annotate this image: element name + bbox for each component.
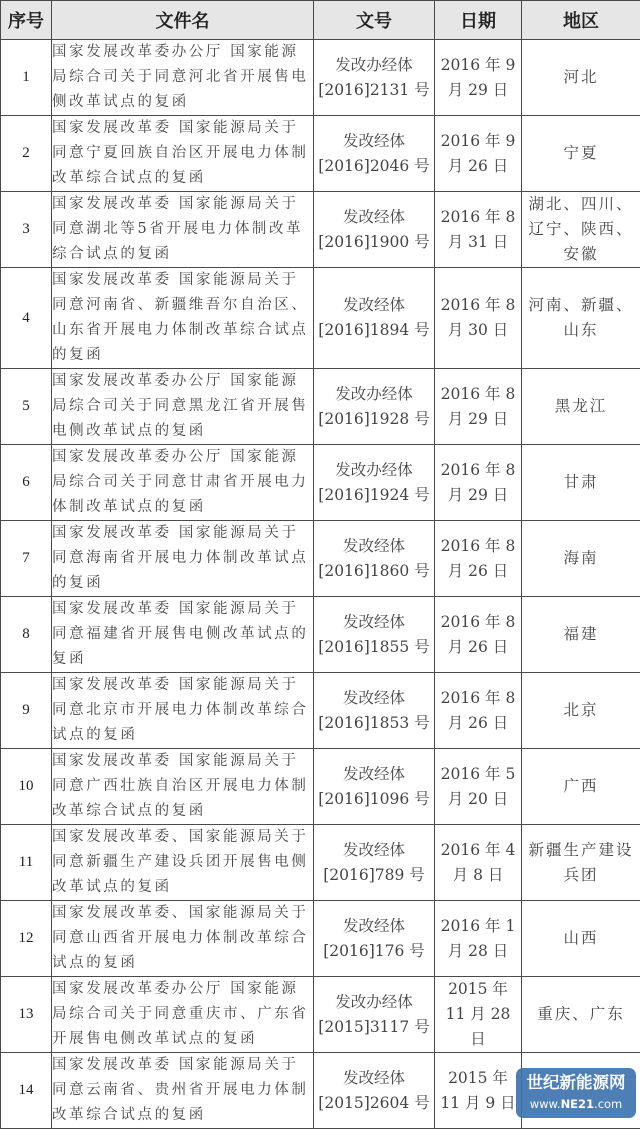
row-region: 宁夏 [522, 116, 640, 192]
date-line-1: 2015 年 [435, 1066, 521, 1091]
row-region: 甘肃 [522, 445, 640, 521]
row-index: 12 [1, 901, 52, 977]
row-file-name: 国家发展改革委 国家能源局关于同意福建省开展售电侧改革试点的复函 [52, 597, 314, 673]
row-index: 2 [1, 116, 52, 192]
date-line-1: 2015 年 [435, 977, 521, 1002]
watermark-url [516, 1095, 636, 1113]
column-header-document-number: 文号 [314, 1, 435, 40]
date-line-2: 月 26 日 [435, 154, 521, 179]
date-line-1: 2016 年 8 [435, 534, 521, 559]
row-date [435, 521, 522, 597]
row-document-number [314, 1053, 435, 1129]
document-number-code: [2016]1928 号 [314, 407, 434, 432]
date-line-1: 2016 年 4 [435, 838, 521, 863]
date-line-1: 2016 年 9 [435, 129, 521, 154]
row-date [435, 268, 522, 369]
row-date [435, 369, 522, 445]
row-index: 5 [1, 369, 52, 445]
document-number-prefix: 发改经体 [314, 129, 434, 154]
document-number-prefix: 发改经体 [314, 762, 434, 787]
document-number-prefix: 发改办经体 [314, 990, 434, 1015]
row-index: 9 [1, 673, 52, 749]
row-document-number [314, 116, 435, 192]
row-index: 13 [1, 977, 52, 1053]
table-row [1, 825, 640, 901]
row-date [435, 901, 522, 977]
document-number-code: [2016]2131 号 [314, 78, 434, 103]
row-index: 10 [1, 749, 52, 825]
row-document-number [314, 268, 435, 369]
row-date [435, 116, 522, 192]
row-document-number [314, 901, 435, 977]
date-line-2: 月 26 日 [435, 711, 521, 736]
row-region: 黑龙江 [522, 369, 640, 445]
column-header-file-name: 文件名 [52, 1, 314, 40]
row-file-name: 国家发展改革委、国家能源局关于同意新疆生产建设兵团开展售电侧改革试点的复函 [52, 825, 314, 901]
row-region: 福建 [522, 597, 640, 673]
row-document-number [314, 369, 435, 445]
date-line-1: 2016 年 8 [435, 205, 521, 230]
date-line-1: 2016 年 8 [435, 382, 521, 407]
row-document-number [314, 192, 435, 268]
row-index: 1 [1, 40, 52, 116]
date-line-1: 2016 年 8 [435, 686, 521, 711]
table-row [1, 192, 640, 268]
document-number-prefix: 发改办经体 [314, 382, 434, 407]
date-line-2: 月 29 日 [435, 407, 521, 432]
document-number-code: [2016]1900 号 [314, 230, 434, 255]
watermark-title: 世纪新能源网 [516, 1068, 636, 1095]
table-row [1, 749, 640, 825]
row-index: 4 [1, 268, 52, 369]
document-number-prefix: 发改经体 [314, 610, 434, 635]
row-file-name: 国家发展改革委 国家能源局关于同意北京市开展电力体制改革综合试点的复函 [52, 673, 314, 749]
document-number-code: [2016]2046 号 [314, 154, 434, 179]
row-date [435, 1053, 522, 1129]
row-file-name: 国家发展改革委 国家能源局关于同意云南省、贵州省开展电力体制改革综合试点的复函 [52, 1053, 314, 1129]
row-region: 湖北、四川、辽宁、陕西、安徽 [522, 192, 640, 268]
date-line-3: 日 [435, 1027, 521, 1052]
date-line-2: 11 月 9 日 [435, 1091, 521, 1116]
document-number-code: [2015]2604 号 [314, 1091, 434, 1116]
row-region: 山西 [522, 901, 640, 977]
document-number-prefix: 发改经体 [314, 205, 434, 230]
date-line-2: 月 29 日 [435, 483, 521, 508]
date-line-1: 2016 年 8 [435, 293, 521, 318]
row-region: 新疆生产建设兵团 [522, 825, 640, 901]
row-date [435, 40, 522, 116]
document-number-code: [2016]1855 号 [314, 635, 434, 660]
document-number-code: [2016]1924 号 [314, 483, 434, 508]
table-row [1, 369, 640, 445]
row-index: 7 [1, 521, 52, 597]
row-file-name: 国家发展改革委办公厅 国家能源局综合司关于同意河北省开展售电侧改革试点的复函 [52, 40, 314, 116]
row-file-name: 国家发展改革委 国家能源局关于同意海南省开展电力体制改革试点的复函 [52, 521, 314, 597]
document-number-prefix: 发改经体 [314, 293, 434, 318]
row-document-number [314, 977, 435, 1053]
watermark-url-prefix: www. [530, 1097, 561, 1111]
row-date [435, 977, 522, 1053]
date-line-2: 月 28 日 [435, 939, 521, 964]
date-line-1: 2016 年 9 [435, 53, 521, 78]
row-date [435, 192, 522, 268]
table-row [1, 445, 640, 521]
date-line-1: 2016 年 1 [435, 914, 521, 939]
site-watermark-logo [516, 1068, 636, 1118]
table-row [1, 977, 640, 1053]
document-number-prefix: 发改经体 [314, 686, 434, 711]
table-row [1, 597, 640, 673]
row-file-name: 国家发展改革委 国家能源局关于同意湖北等5省开展电力体制改革综合试点的复函 [52, 192, 314, 268]
row-index: 11 [1, 825, 52, 901]
document-number-code: [2016]1860 号 [314, 559, 434, 584]
date-line-2: 月 29 日 [435, 78, 521, 103]
row-region: 北京 [522, 673, 640, 749]
date-line-2: 月 30 日 [435, 318, 521, 343]
document-number-prefix: 发改经体 [314, 914, 434, 939]
table-row [1, 116, 640, 192]
row-region: 广西 [522, 749, 640, 825]
row-region: 海南 [522, 521, 640, 597]
document-number-code: [2016]176 号 [314, 939, 434, 964]
row-file-name: 国家发展改革委 国家能源局关于同意河南省、新疆维吾尔自治区、山东省开展电力体制改革综合试点的复函 [52, 268, 314, 369]
document-number-code: [2016]1894 号 [314, 318, 434, 343]
document-number-prefix: 发改办经体 [314, 458, 434, 483]
document-number-prefix: 发改经体 [314, 534, 434, 559]
row-index: 6 [1, 445, 52, 521]
date-line-1: 2016 年 8 [435, 610, 521, 635]
document-number-code: [2015]3117 号 [314, 1015, 434, 1040]
row-file-name: 国家发展改革委、国家能源局关于同意山西省开展电力体制改革综合试点的复函 [52, 901, 314, 977]
column-header-index: 序号 [1, 1, 52, 40]
row-region: 河北 [522, 40, 640, 116]
table-row [1, 40, 640, 116]
table-body [1, 40, 640, 1129]
date-line-2: 月 31 日 [435, 230, 521, 255]
column-header-date: 日期 [435, 1, 522, 40]
table-row [1, 268, 640, 369]
row-date [435, 445, 522, 521]
row-document-number [314, 597, 435, 673]
row-file-name: 国家发展改革委 国家能源局关于同意宁夏回族自治区开展电力体制改革综合试点的复函 [52, 116, 314, 192]
row-date [435, 825, 522, 901]
table-row [1, 673, 640, 749]
row-file-name: 国家发展改革委 国家能源局关于同意广西壮族自治区开展电力体制改革综合试点的复函 [52, 749, 314, 825]
row-document-number [314, 445, 435, 521]
date-line-2: 月 26 日 [435, 635, 521, 660]
date-line-2: 11 月 28 [435, 1002, 521, 1027]
table-header-row [1, 1, 640, 40]
table-row [1, 901, 640, 977]
row-file-name: 国家发展改革委办公厅 国家能源局综合司关于同意甘肃省开展电力体制改革试点的复函 [52, 445, 314, 521]
document-number-prefix: 发改经体 [314, 838, 434, 863]
date-line-1: 2016 年 5 [435, 762, 521, 787]
document-number-code: [2016]789 号 [314, 863, 434, 888]
row-index: 8 [1, 597, 52, 673]
date-line-2: 月 8 日 [435, 863, 521, 888]
row-document-number [314, 825, 435, 901]
row-date [435, 597, 522, 673]
document-number-code: [2016]1853 号 [314, 711, 434, 736]
document-number-prefix: 发改经体 [314, 1066, 434, 1091]
row-date [435, 673, 522, 749]
row-region: 河南、新疆、山东 [522, 268, 640, 369]
row-date [435, 749, 522, 825]
row-document-number [314, 749, 435, 825]
date-line-2: 月 20 日 [435, 787, 521, 812]
watermark-url-brand: NE21 [561, 1097, 594, 1111]
date-line-2: 月 26 日 [435, 559, 521, 584]
column-header-region: 地区 [522, 1, 640, 40]
row-index: 3 [1, 192, 52, 268]
date-line-1: 2016 年 8 [435, 458, 521, 483]
row-document-number [314, 673, 435, 749]
watermark-url-suffix: .com [594, 1097, 622, 1111]
row-file-name: 国家发展改革委办公厅 国家能源局综合司关于同意重庆市、广东省开展售电侧改革试点的复函 [52, 977, 314, 1053]
row-document-number [314, 521, 435, 597]
row-file-name: 国家发展改革委办公厅 国家能源局综合司关于同意黑龙江省开展售电侧改革试点的复函 [52, 369, 314, 445]
row-region: 重庆、广东 [522, 977, 640, 1053]
document-number-prefix: 发改办经体 [314, 53, 434, 78]
row-document-number [314, 40, 435, 116]
table-row [1, 521, 640, 597]
document-number-code: [2016]1096 号 [314, 787, 434, 812]
row-index: 14 [1, 1053, 52, 1129]
